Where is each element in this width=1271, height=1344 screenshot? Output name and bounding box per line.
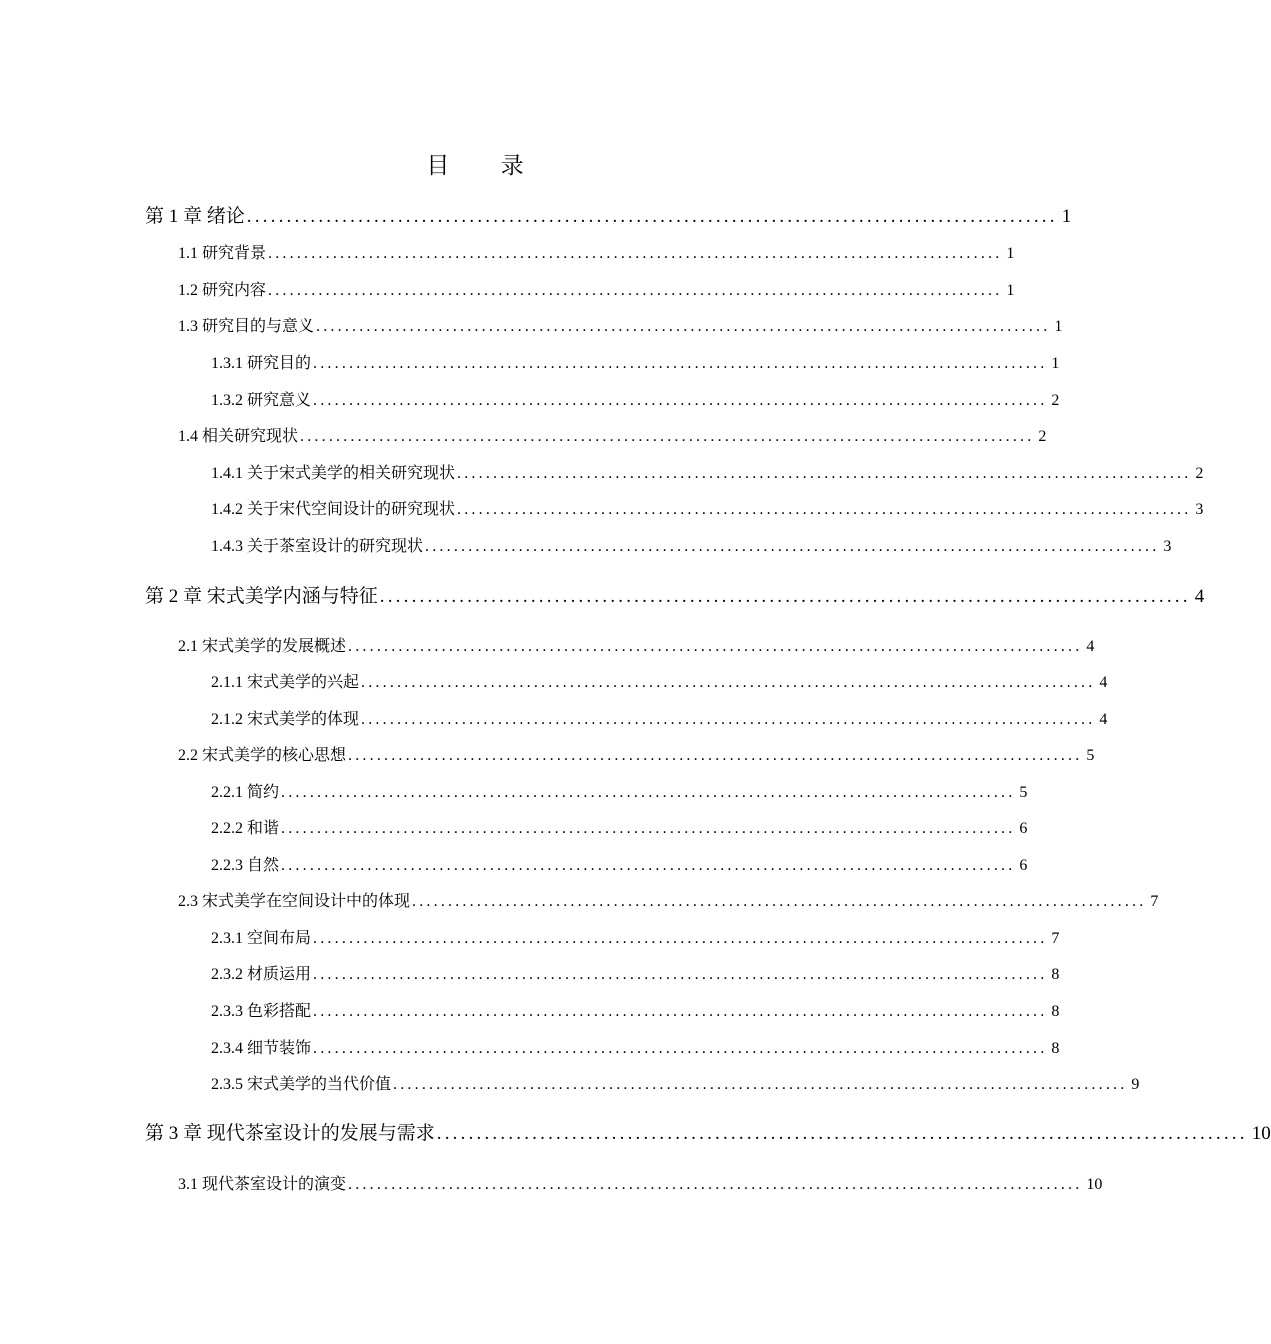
entry-page: 6: [1019, 820, 1028, 837]
entry-number: 2.1.1: [211, 674, 243, 691]
entry-text: 关于茶室设计的研究现状: [247, 536, 424, 555]
entry-number: 2.3.4: [211, 1040, 243, 1057]
dot-leader: ......................................................................................................: [313, 392, 1048, 409]
dot-leader: ......................................................................................................: [316, 318, 1051, 335]
entry-text: 现代茶室设计的发展与需求: [206, 1122, 435, 1144]
entry-text: 色彩搭配: [247, 1001, 312, 1020]
toc-title: 目 录: [426, 153, 546, 179]
entry-number: 2.2: [178, 747, 198, 764]
toc-entry-1-1[interactable]: [178, 241, 1015, 266]
entry-number: 1.4.2: [211, 501, 243, 518]
entry-number: 2.3.5: [211, 1076, 243, 1093]
entry-number: 2.3.1: [211, 930, 243, 947]
toc-entry-2-3-4[interactable]: [211, 1036, 1060, 1061]
entry-page: 5: [1086, 747, 1095, 764]
entry-number: 1.2: [178, 282, 198, 299]
entry-text: 宋式美学在空间设计中的体现: [202, 891, 411, 910]
dot-leader: ......................................................................................................: [281, 857, 1016, 874]
toc-entry-1-2[interactable]: [178, 278, 1015, 303]
dot-leader: ......................................................................................................: [361, 674, 1096, 691]
dot-leader: ......................................................................................................: [436, 1123, 1248, 1144]
dot-leader: ......................................................................................................: [457, 501, 1192, 518]
toc-entry-1-4[interactable]: [178, 424, 1047, 449]
toc-entry-2-1-1[interactable]: [211, 670, 1108, 695]
dot-leader: ......................................................................................................: [313, 1003, 1048, 1020]
entry-number: 1.3: [178, 318, 198, 335]
entry-text: 宋式美学的兴起: [247, 672, 360, 691]
entry-page: 2: [1051, 392, 1060, 409]
entry-text: 和谐: [247, 818, 280, 837]
entry-text: 现代茶室设计的演变: [202, 1174, 347, 1193]
entry-text: 研究意义: [247, 390, 312, 409]
toc-entry-1-3[interactable]: [178, 314, 1063, 339]
entry-page: 4: [1086, 638, 1095, 655]
entry-text: 空间布局: [247, 928, 312, 947]
dot-leader: ......................................................................................................: [348, 1176, 1083, 1193]
dot-leader: ......................................................................................................: [412, 893, 1147, 910]
entry-number: 1.3.1: [211, 355, 243, 372]
entry-text: 相关研究现状: [202, 426, 299, 445]
dot-leader: ......................................................................................................: [268, 245, 1003, 262]
toc-entry-2-2-1[interactable]: [211, 780, 1028, 805]
entry-number: 3.1: [178, 1176, 198, 1193]
dot-leader: ......................................................................................................: [281, 820, 1016, 837]
entry-number: 2.1: [178, 638, 198, 655]
entry-page: 8: [1051, 1003, 1060, 1020]
toc-entry-2-2[interactable]: [178, 743, 1095, 768]
toc-entry-2-3-2[interactable]: [211, 962, 1060, 987]
entry-text: 宋式美学的体现: [247, 709, 360, 728]
toc-entry-2-2-2[interactable]: [211, 816, 1028, 841]
entry-page: 2: [1195, 465, 1204, 482]
dot-leader: ......................................................................................................: [268, 282, 1003, 299]
entry-page: 8: [1051, 966, 1060, 983]
entry-number: 2.2.3: [211, 857, 243, 874]
dot-leader: ......................................................................................................: [361, 711, 1096, 728]
entry-page: 9: [1131, 1076, 1140, 1093]
dot-leader: ......................................................................................................: [246, 206, 1058, 227]
dot-leader: ......................................................................................................: [313, 1040, 1048, 1057]
entry-number: 第 3 章: [145, 1123, 203, 1144]
toc-entry-1-3-2[interactable]: [211, 388, 1060, 413]
entry-text: 研究目的与意义: [202, 316, 315, 335]
entry-number: 2.3.3: [211, 1003, 243, 1020]
entry-number: 2.3: [178, 893, 198, 910]
entry-page: 1: [1054, 318, 1063, 335]
entry-page: 1: [1006, 282, 1015, 299]
dot-leader: ......................................................................................................: [281, 784, 1016, 801]
entry-text: 宋式美学的核心思想: [202, 745, 347, 764]
dot-leader: ......................................................................................................: [348, 747, 1083, 764]
entry-page: 3: [1195, 501, 1204, 518]
entry-page: 1: [1051, 355, 1060, 372]
toc-entry-1-3-1[interactable]: [211, 351, 1060, 376]
entry-number: 2.2.2: [211, 820, 243, 837]
entry-number: 2.3.2: [211, 966, 243, 983]
entry-text: 研究背景: [202, 243, 267, 262]
entry-page: 1: [1061, 206, 1072, 227]
entry-text: 自然: [247, 855, 280, 874]
entry-number: 1.4.3: [211, 538, 243, 555]
entry-text: 简约: [247, 782, 280, 801]
entry-number: 1.3.2: [211, 392, 243, 409]
entry-page: 3: [1163, 538, 1172, 555]
entry-page: 10: [1086, 1176, 1103, 1193]
entry-number: 1.4: [178, 428, 198, 445]
dot-leader: ......................................................................................................: [348, 638, 1083, 655]
entry-page: 6: [1019, 857, 1028, 874]
entry-page: 4: [1194, 586, 1205, 607]
entry-page: 4: [1099, 674, 1108, 691]
dot-leader: ......................................................................................................: [300, 428, 1035, 445]
toc-entry-ch3[interactable]: [145, 1119, 1271, 1148]
toc-entry-2-3-5[interactable]: [211, 1072, 1140, 1097]
toc-entry-2-3-1[interactable]: [211, 926, 1060, 951]
entry-text: 宋式美学内涵与特征: [206, 585, 378, 607]
dot-leader: ......................................................................................................: [457, 465, 1192, 482]
entry-number: 2.1.2: [211, 711, 243, 728]
entry-text: 材质运用: [247, 964, 312, 983]
entry-text: 绪论: [206, 205, 245, 227]
toc-entry-2-2-3[interactable]: [211, 853, 1028, 878]
toc-entry-3-1[interactable]: [178, 1172, 1103, 1197]
toc-entry-1-4-1[interactable]: [211, 461, 1204, 486]
entry-page: 8: [1051, 1040, 1060, 1057]
entry-number: 2.2.1: [211, 784, 243, 801]
entry-text: 宋式美学的发展概述: [202, 636, 347, 655]
entry-text: 宋式美学的当代价值: [247, 1074, 392, 1093]
entry-page: 10: [1251, 1123, 1271, 1144]
dot-leader: ......................................................................................................: [379, 586, 1191, 607]
toc-entry-1-4-3[interactable]: [211, 534, 1172, 559]
toc-entry-2-1-2[interactable]: [211, 707, 1108, 732]
dot-leader: ......................................................................................................: [313, 930, 1048, 947]
toc-entry-2-3-3[interactable]: [211, 999, 1060, 1024]
entry-text: 研究目的: [247, 353, 312, 372]
toc-entry-1-4-2[interactable]: [211, 497, 1204, 522]
entry-number: 第 1 章: [145, 206, 203, 227]
entry-page: 5: [1019, 784, 1028, 801]
dot-leader: ......................................................................................................: [425, 538, 1160, 555]
entry-page: 4: [1099, 711, 1108, 728]
entry-number: 1.1: [178, 245, 198, 262]
entry-number: 第 2 章: [145, 586, 203, 607]
toc-entry-ch2[interactable]: [145, 582, 1205, 611]
dot-leader: ......................................................................................................: [313, 355, 1048, 372]
entry-page: 7: [1150, 893, 1159, 910]
entry-text: 细节装饰: [247, 1038, 312, 1057]
toc-entry-2-1[interactable]: [178, 634, 1095, 659]
dot-leader: ......................................................................................................: [313, 966, 1048, 983]
dot-leader: ......................................................................................................: [393, 1076, 1128, 1093]
entry-text: 关于宋代空间设计的研究现状: [247, 499, 456, 518]
entry-text: 研究内容: [202, 280, 267, 299]
entry-page: 7: [1051, 930, 1060, 947]
toc-entry-2-3[interactable]: [178, 889, 1159, 914]
entry-number: 1.4.1: [211, 465, 243, 482]
entry-page: 1: [1006, 245, 1015, 262]
toc-entry-ch1[interactable]: [145, 202, 1072, 231]
entry-page: 2: [1038, 428, 1047, 445]
entry-text: 关于宋式美学的相关研究现状: [247, 463, 456, 482]
